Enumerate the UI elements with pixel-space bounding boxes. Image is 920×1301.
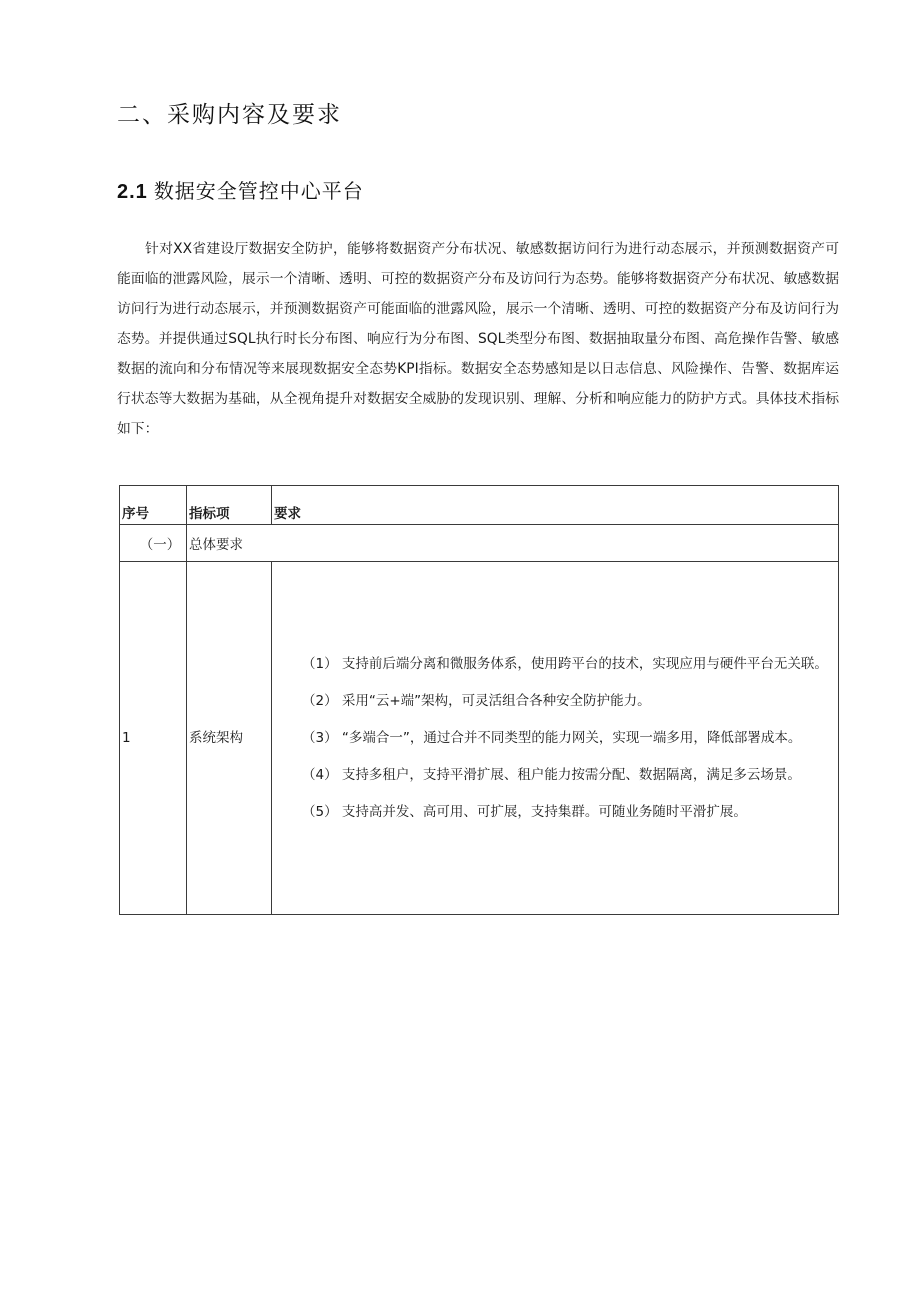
group-row	[120, 525, 839, 562]
subsection-title-text: 数据安全管控中心平台	[153, 179, 364, 203]
header-no: 序号	[120, 486, 187, 525]
requirement-item: （2） 采用“云+端”架构，可灵活组合各种安全防护能力。	[302, 692, 651, 709]
requirement-item: （5） 支持高并发、高可用、可扩展，支持集群。可随业务随时平滑扩展。	[302, 803, 747, 820]
section-title: 二、采购内容及要求	[117, 102, 342, 128]
requirement-item: （3） “多端合一”，通过合并不同类型的能力网关，实现一端多用，降低部署成本。	[302, 729, 802, 746]
table-header-row	[120, 486, 839, 525]
table-row	[120, 562, 839, 915]
group-label: 总体要求	[187, 525, 839, 562]
intro-paragraph: 针对XX省建设厅数据安全防护，能够将数据资产分布状况、敏感数据访问行为进行动态展示，并预测数据资产可能面临的泄露风险，展示一个清晰、透明、可控的数据资产分布及访问行为态势。能够将数据资产分布状况、敏感数据访问行为进行动态展示，并预测数据资产可能面临的泄露风险，展示一个清晰、透明、可控的数据资产分布及访问行为态势。并提供通过SQL执行时长分布图、响应行为分布图、SQL类型分布图、数据抽取量分布图、高危操作告警、敏感数据的流向和分布情况等来展现数据安全态势KPI指标。数据安全态势感知是以日志信息、风险操作、告警、数据库运行状态等大数据为基础，从全视角提升对数据安全威胁的发现识别、理解、分析和响应能力的防护方式。具体技术指标如下：	[117, 241, 839, 437]
requirement-item: （4） 支持多租户，支持平滑扩展、租户能力按需分配、数据隔离，满足多云场景。	[302, 766, 801, 783]
spec-table	[119, 485, 839, 915]
subsection-title	[117, 175, 364, 204]
header-item: 指标项	[187, 486, 272, 525]
row-no: 1	[120, 562, 187, 915]
row-item: 系统架构	[187, 562, 272, 915]
row-requirements	[272, 562, 839, 915]
requirement-item: （1） 支持前后端分离和微服务体系，使用跨平台的技术，实现应用与硬件平台无关联。	[302, 655, 828, 672]
header-requirement: 要求	[272, 486, 839, 525]
group-no: （一）	[120, 525, 187, 562]
subsection-number: 2.1	[117, 181, 148, 203]
